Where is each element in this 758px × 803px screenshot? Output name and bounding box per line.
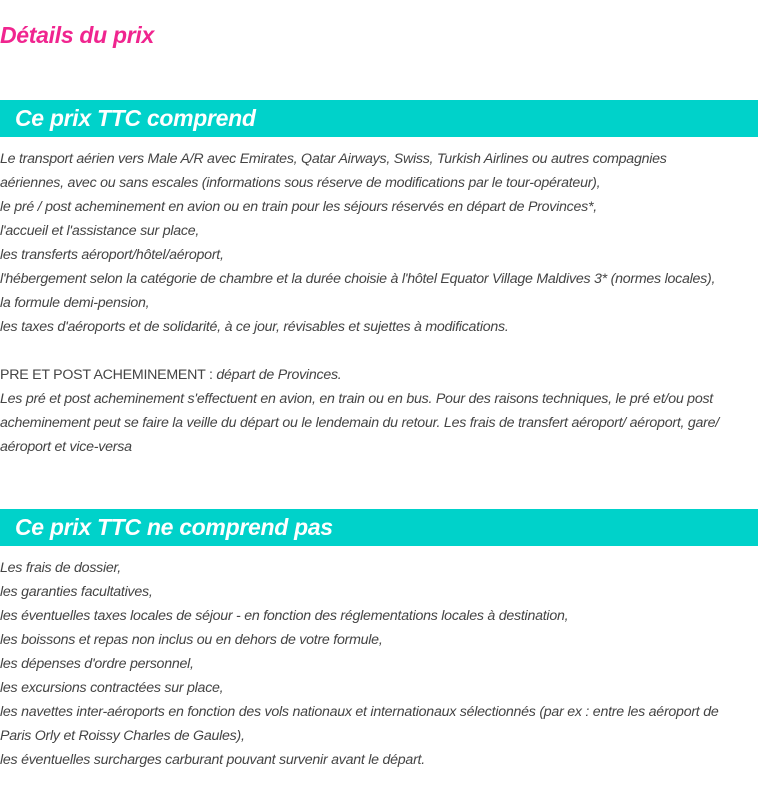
- list-item: la formule demi-pension,: [0, 295, 150, 311]
- list-item: Le transport aérien vers Male A/R avec Emirates, Qatar Airways, Swiss, Turkish Airlines ou autres compagnies: [0, 151, 667, 167]
- page-title: Détails du prix: [0, 22, 154, 48]
- list-item: le pré / post acheminement en avion ou en train pour les séjours réservés en départ de Provinces*,: [0, 199, 597, 215]
- list-item: les taxes d'aéroports et de solidarité, à ce jour, révisables et sujettes à modifications.: [0, 319, 509, 335]
- section-header-excluded: Ce prix TTC ne comprend pas: [0, 509, 758, 546]
- list-item: aériennes, avec ou sans escales (informations sous réserve de modifications par le tour-opérateur),: [0, 175, 601, 191]
- pre-post-label-suffix: départ de Provinces.: [212, 367, 342, 383]
- list-item: les éventuelles taxes locales de séjour - en fonction des réglementations locales à destination,: [0, 608, 569, 624]
- pre-post-line: Les pré et post acheminement s'effectuent en avion, en train ou en bus. Pour des raisons techniques, le pré et/ou post: [0, 391, 713, 407]
- included-items-list: [0, 147, 758, 339]
- list-item: les transferts aéroport/hôtel/aéroport,: [0, 247, 224, 263]
- pre-post-acheminement-note: [0, 363, 758, 459]
- list-item: les boissons et repas non inclus ou en dehors de votre formule,: [0, 632, 383, 648]
- list-item: l'hébergement selon la catégorie de chambre et la durée choisie à l'hôtel Equator Village Maldives 3* (normes locales),: [0, 271, 716, 287]
- list-item: l'accueil et l'assistance sur place,: [0, 223, 200, 239]
- list-item: Les frais de dossier,: [0, 560, 121, 576]
- pre-post-line: aéroport et vice-versa: [0, 439, 132, 455]
- list-item: les éventuelles surcharges carburant pouvant survenir avant le départ.: [0, 752, 425, 768]
- list-item: les navettes inter-aéroports en fonction des vols nationaux et internationaux sélectionnés (par ex : entre les aéroport de: [0, 704, 719, 720]
- pre-post-heading: [0, 363, 758, 387]
- list-item: les dépenses d'ordre personnel,: [0, 656, 194, 672]
- pre-post-line: acheminement peut se faire la veille du départ ou le lendemain du retour. Les frais de transfert aéroport/ aéroport, gare/: [0, 415, 719, 431]
- list-item: les garanties facultatives,: [0, 584, 153, 600]
- section-header-included: Ce prix TTC comprend: [0, 100, 758, 137]
- pre-post-label: PRE ET POST ACHEMINEMENT :: [0, 367, 213, 383]
- excluded-items-list: [0, 556, 758, 772]
- list-item: Paris Orly et Roissy Charles de Gaules),: [0, 728, 245, 744]
- list-item: les excursions contractées sur place,: [0, 680, 224, 696]
